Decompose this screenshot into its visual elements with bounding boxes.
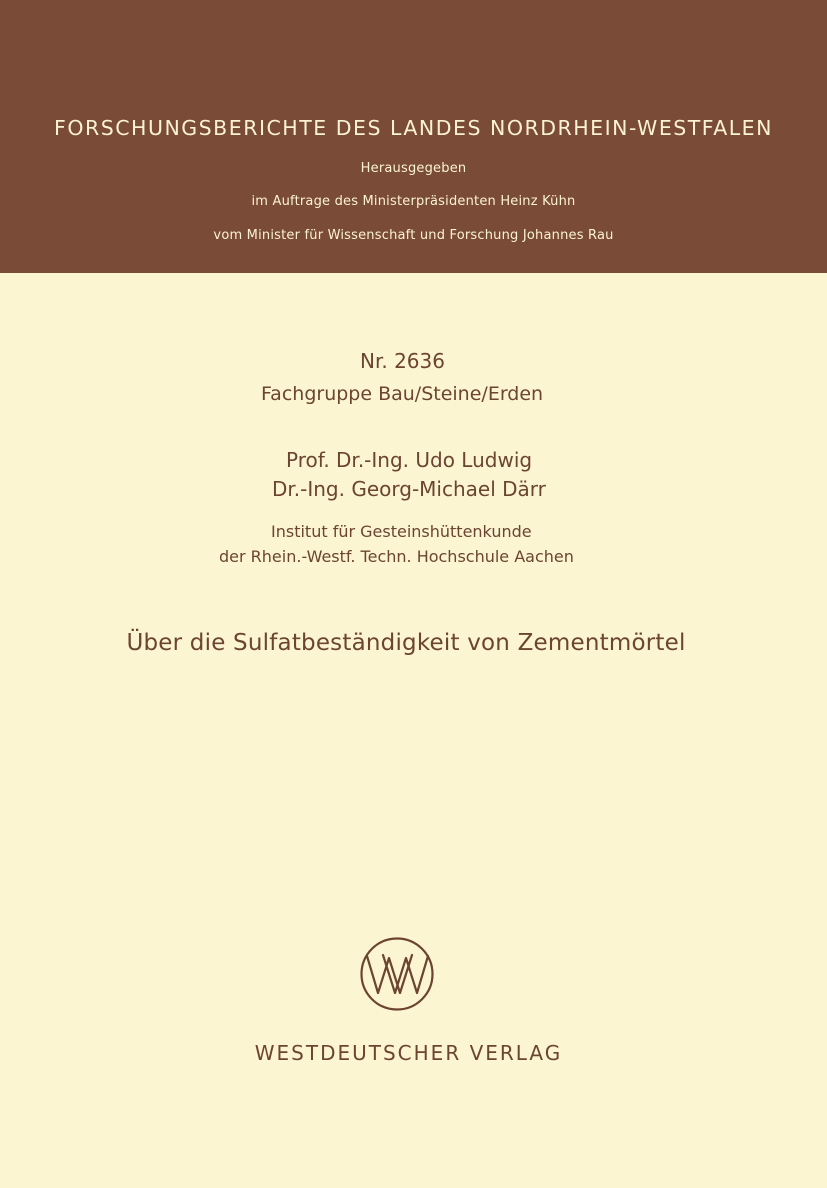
book-title: Über die Sulfatbeständigkeit von Zementmörtel <box>126 630 686 656</box>
subject-group: Fachgruppe Bau/Steine/Erden <box>261 383 544 405</box>
header-band <box>0 0 827 273</box>
institute-line: Institut für Gesteinshüttenkunde <box>271 522 532 541</box>
editor-note: Herausgegeben <box>360 161 467 176</box>
publisher-name: WESTDEUTSCHER VERLAG <box>254 1041 563 1065</box>
wv-logo-icon <box>358 935 436 1013</box>
commission-line: im Auftrage des Ministerpräsidenten Heinz Kühn <box>251 194 576 209</box>
institute-line: der Rhein.-Westf. Techn. Hochschule Aachen <box>219 547 574 566</box>
author-name: Prof. Dr.-Ing. Udo Ludwig <box>286 448 533 472</box>
report-number: Nr. 2636 <box>360 349 445 373</box>
author-name: Dr.-Ing. Georg-Michael Därr <box>272 477 546 501</box>
series-title: FORSCHUNGSBERICHTE DES LANDES NORDRHEIN-WESTFALEN <box>54 116 773 140</box>
minister-line: vom Minister für Wissenschaft und Forschung Johannes Rau <box>213 228 614 243</box>
